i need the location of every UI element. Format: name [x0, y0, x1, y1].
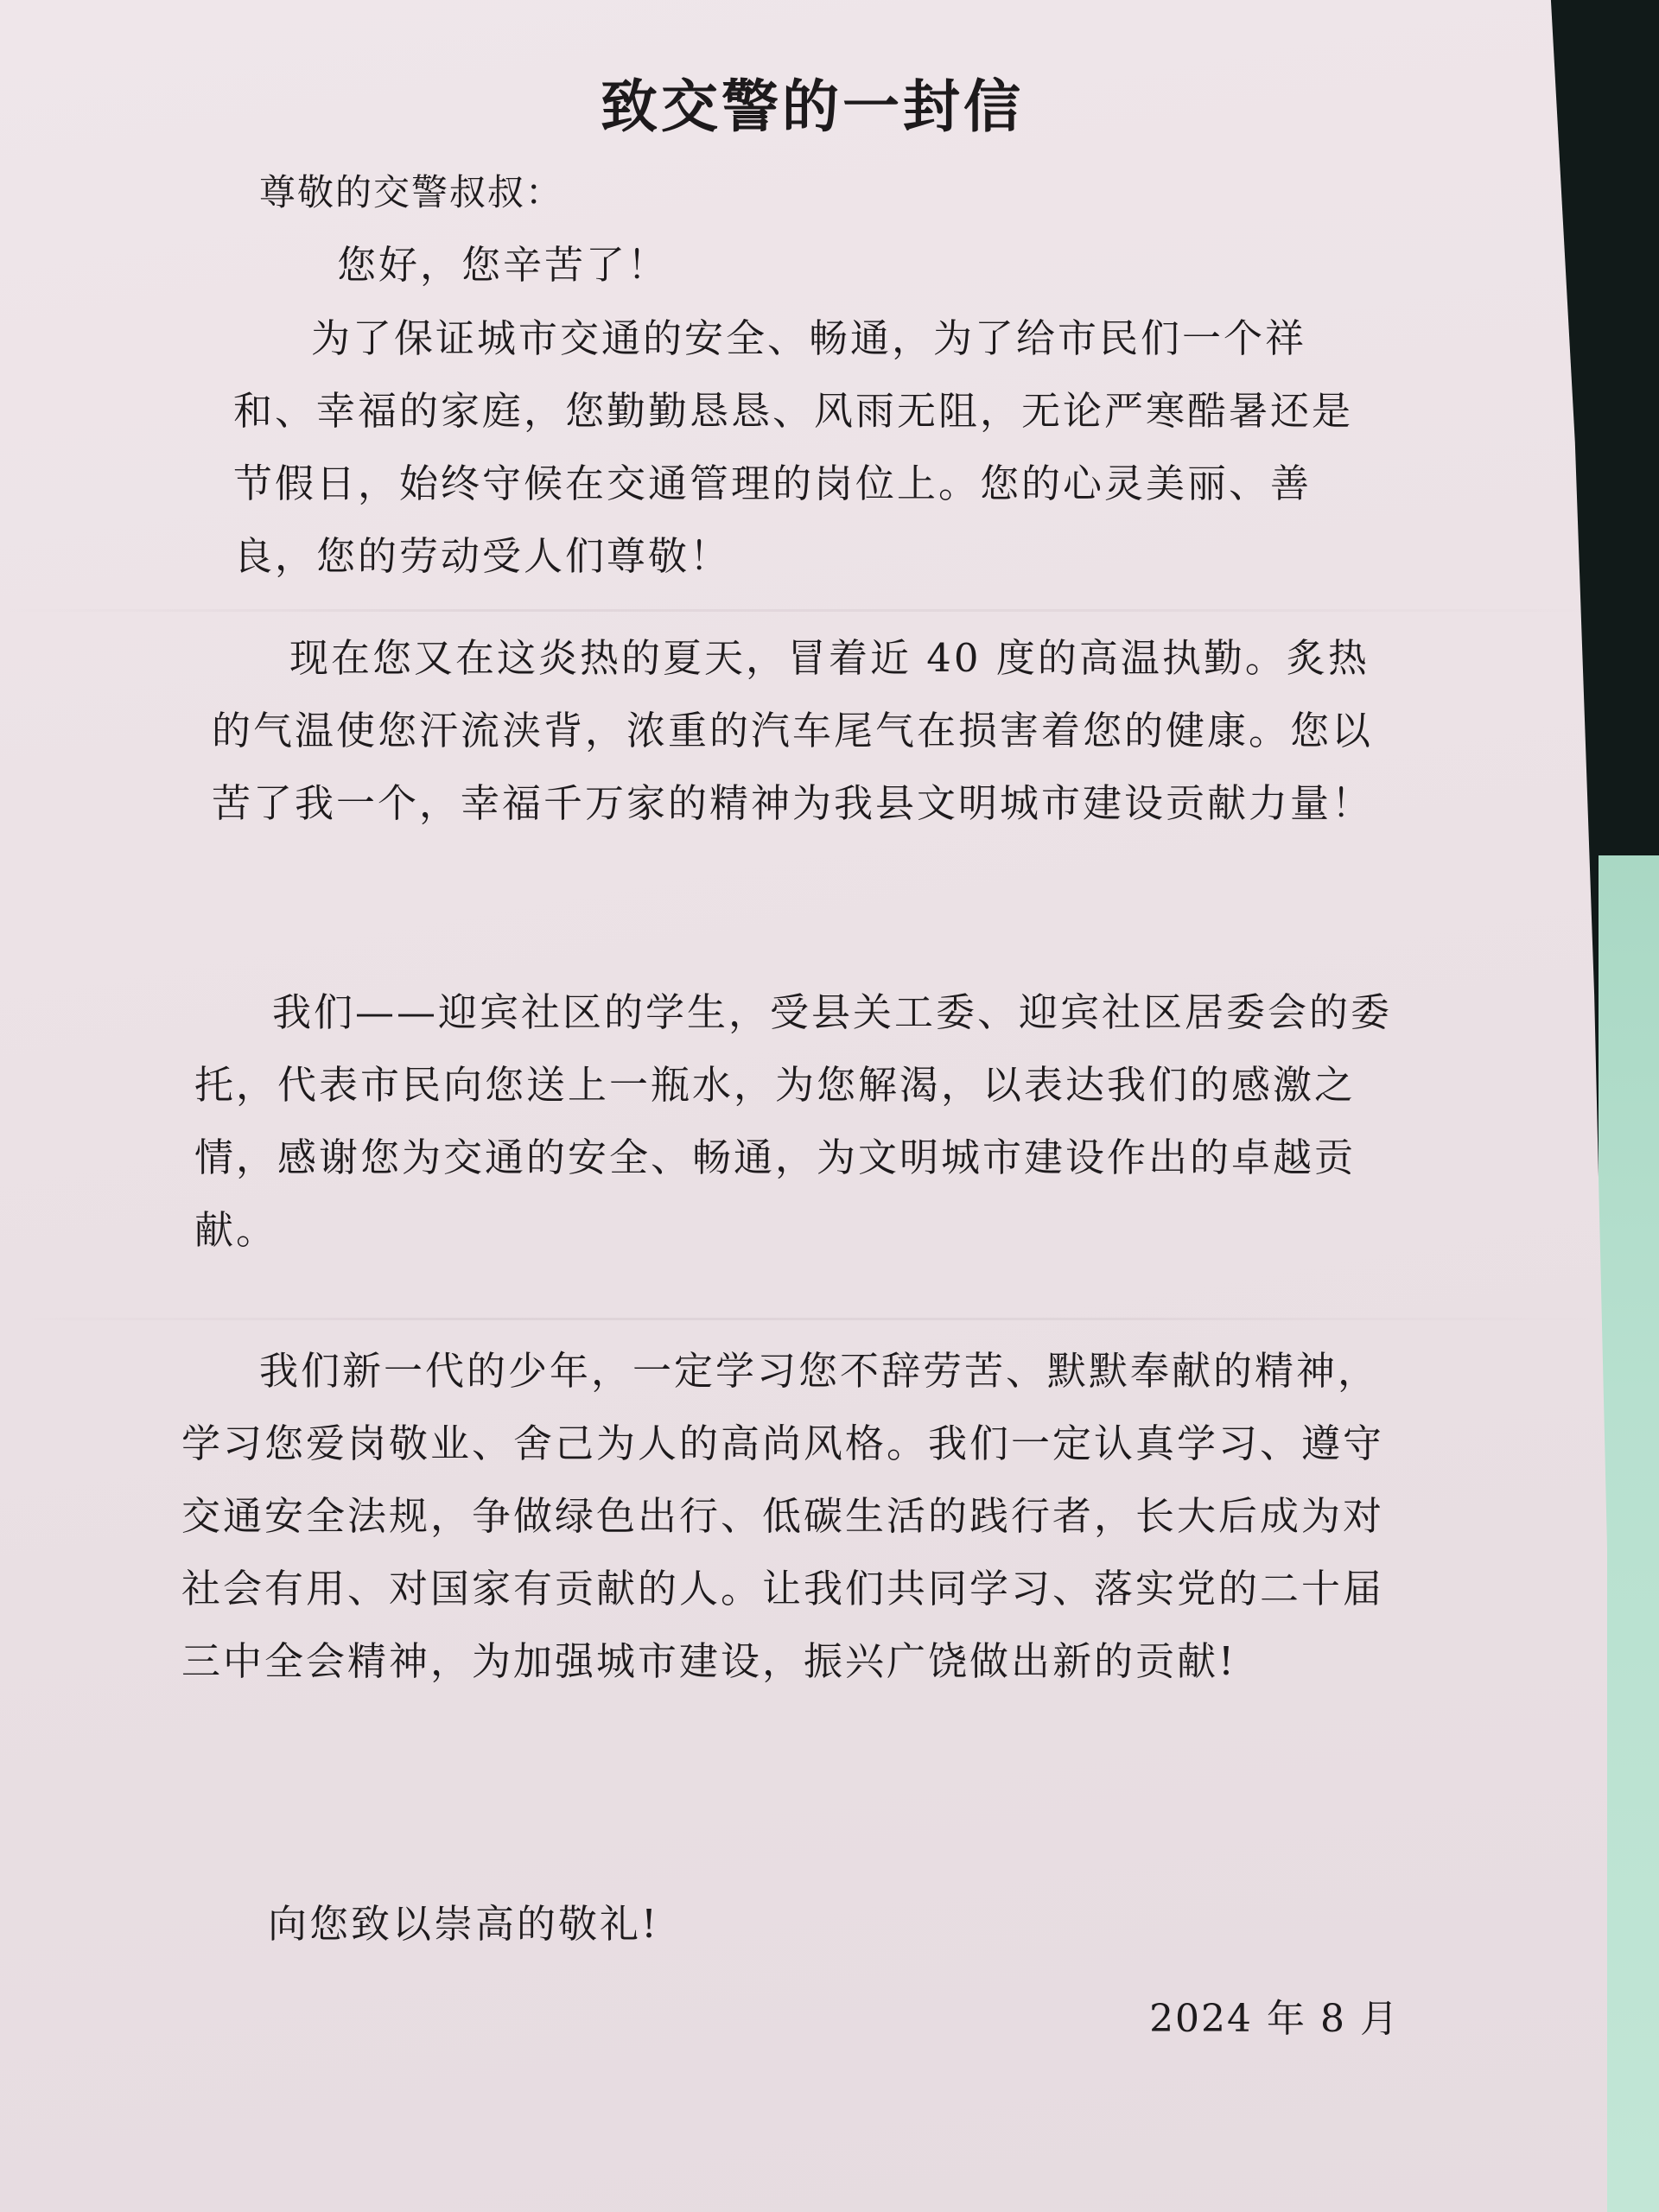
letter-date: 2024 年 8 月 — [1149, 1997, 1400, 2041]
paragraph-summer-duty: 现在您又在这炎热的夏天，冒着近 40 度的高温执勤。炙热的气温使您汗流浃背，浓重的汽车尾气在损害着您的健康。您以苦了我一个，幸福千万家的精神为我县文明城市建设贡献力量！ — [212, 635, 1374, 826]
letter-salutation: 尊敬的交警叔叔： — [259, 171, 564, 213]
letter-title: 致交警的一封信 — [601, 73, 1024, 140]
paragraph-pledge: 我们新一代的少年，一定学习您不辞劳苦、默默奉献的精神，学习您爱岗敬业、舍己为人的高尚风格。我们一定认真学习、遵守交通安全法规，争做绿色出行、低碳生活的践行者，长大后成为对社会有用、对国家有贡献的人。让我们共同学习、落实党的二十届三中全会精神，为加强城市建设，振兴广饶做出新的贡献! — [181, 1348, 1385, 1684]
green-surface — [1599, 855, 1659, 2212]
letter-closing: 向您致以崇高的敬礼! — [268, 1901, 660, 1947]
paragraph-delivery: 我们——迎宾社区的学生，受县关工委、迎宾社区居委会的委托，代表市民向您送上一瓶水，为您解渴，以表达我们的感激之情，感谢您为交通的安全、畅通，为文明城市建设作出的卓越贡献。 — [194, 989, 1393, 1253]
paragraph-gratitude: 为了保证城市交通的安全、畅通，为了给市民们一个祥和、幸福的家庭，您勤勤恳恳、风雨无阻，无论严寒酷暑还是节假日，始终守候在交通管理的岗位上。您的心灵美丽、善良，您的劳动受人们尊敬！ — [233, 315, 1354, 579]
paragraph-greeting: 您好，您辛苦了！ — [337, 242, 670, 288]
